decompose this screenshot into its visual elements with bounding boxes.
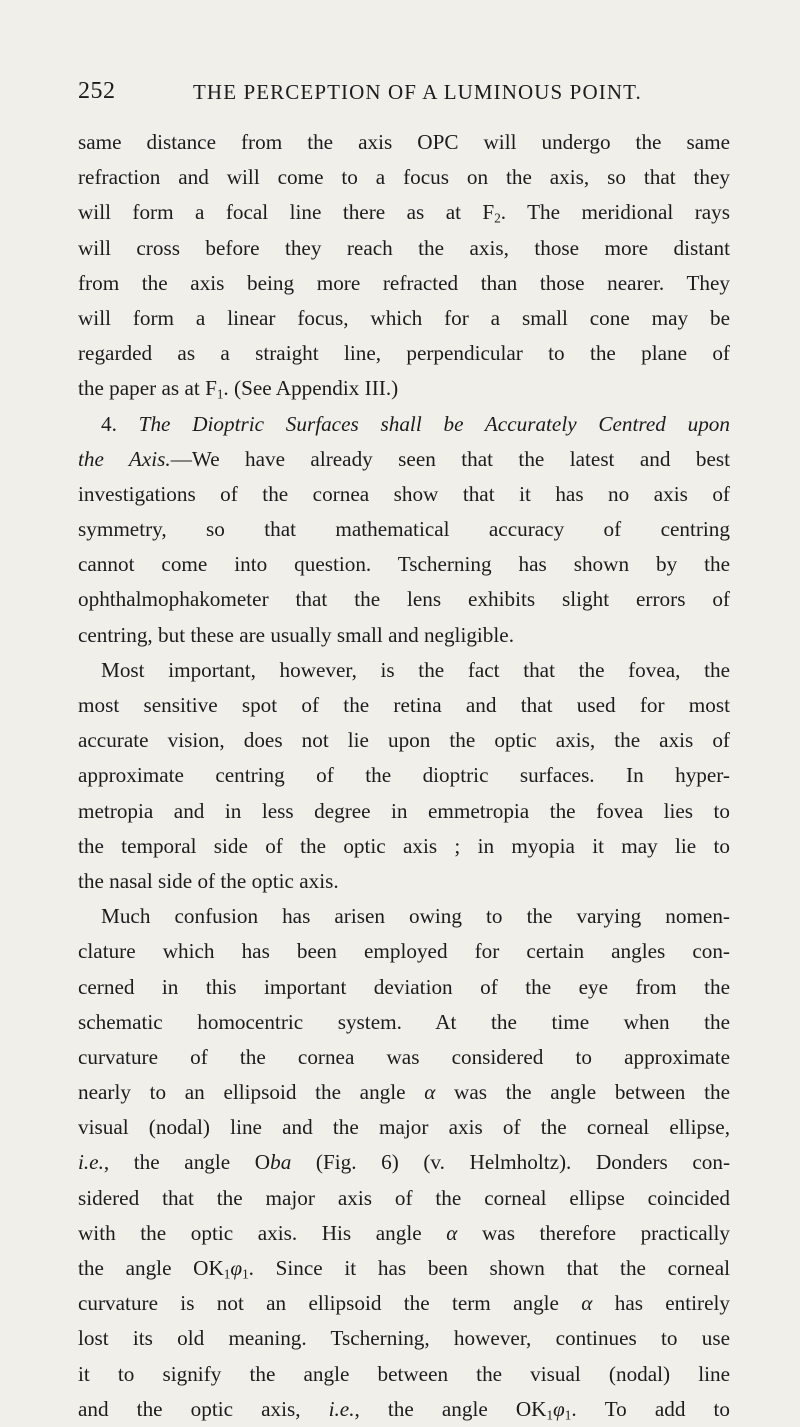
text-line: centring, but these are usually small and negligible.: [78, 622, 514, 647]
text-line: the temporal side of the optic axis ; in myopia it may lie to: [78, 833, 730, 858]
page-header: [78, 78, 728, 108]
running-title: THE PERCEPTION OF A LUMINOUS POINT.: [193, 80, 642, 104]
text-line: cerned in this important deviation of the eye from the: [78, 974, 730, 999]
text-line: most sensitive spot of the retina and that used for most: [78, 693, 730, 717]
text-line: the angle $OK_1\varphi_1$. Since it has been shown that the corneal: [78, 1256, 730, 1282]
text-line: visual (nodal) line and the major axis of the corneal ellipse,: [78, 1115, 730, 1140]
text-line: symmetry, so that mathematical accuracy of centring: [78, 517, 730, 542]
text-line: schematic homocentric system. At the time when the: [78, 1009, 730, 1034]
text-line: and the optic axis, i.e., the angle $OK_1\varphi_1$. To add to: [78, 1396, 730, 1423]
text-line: will form a linear focus, which for a small cone may be: [78, 305, 730, 330]
text-line: will form a focal line there as at $F_2$. The meridional rays: [78, 200, 730, 226]
text-line: regarded as a straight line, perpendicular to the plane of: [78, 341, 730, 366]
text-line: curvature is not an ellipsoid the term angle α has entirely: [78, 1291, 730, 1316]
text-line: investigations of the cornea show that it has no axis of: [78, 481, 730, 506]
text-line: accurate vision, does not lie upon the optic axis, the axis of: [78, 728, 730, 753]
text-line: the nasal side of the optic axis.: [78, 868, 339, 893]
text-line: lost its old meaning. Tscherning, however, continues to use: [78, 1326, 730, 1351]
text-line: nearly to an ellipsoid the angle α was the angle between the: [78, 1080, 730, 1105]
text-line: refraction and will come to a focus on the axis, so that they: [78, 165, 730, 190]
text-line: Much confusion has arisen owing to the varying nomen-: [101, 904, 730, 929]
text-line: Most important, however, is the fact that the fovea, the: [101, 657, 730, 682]
text-line: the paper as at $F_1$. (See Appendix III.): [78, 376, 399, 402]
text-line: ophthalmophakometer that the lens exhibits slight errors of: [78, 587, 730, 612]
text-line: cannot come into question. Tscherning has shown by the: [78, 552, 730, 577]
section-heading: The Dioptric Surfaces shall be Accurately Centred upon: [138, 411, 730, 436]
text-line: curvature of the cornea was considered to approximate: [78, 1044, 730, 1069]
text-line: it to signify the angle between the visual (nodal) line: [78, 1361, 730, 1386]
text-line: i.e., the angle Oba (Fig. 6) (v. Helmholtz). Donders con-: [78, 1150, 730, 1175]
text-line: same distance from the axis OPC will undergo the same: [78, 130, 730, 154]
text-line: will cross before they reach the axis, those more distant: [78, 235, 730, 260]
text-line: clature which has been employed for certain angles con-: [78, 939, 730, 964]
body-text: [78, 125, 730, 1427]
text-line: from the axis being more refracted than those nearer. They: [78, 270, 730, 295]
page-number: 252: [78, 78, 116, 104]
text-line: the Axis.—We have already seen that the latest and best: [78, 446, 730, 471]
text-line: with the optic axis. His angle α was therefore practically: [78, 1220, 730, 1245]
text-line: sidered that the major axis of the corneal ellipse coincided: [78, 1185, 730, 1210]
text-line: approximate centring of the dioptric surfaces. In hyper-: [78, 763, 730, 788]
section-heading-line: 4. The Dioptric Surfaces shall be Accurately Centred upon: [101, 411, 730, 436]
text-line: metropia and in less degree in emmetropia the fovea lies to: [78, 798, 730, 823]
